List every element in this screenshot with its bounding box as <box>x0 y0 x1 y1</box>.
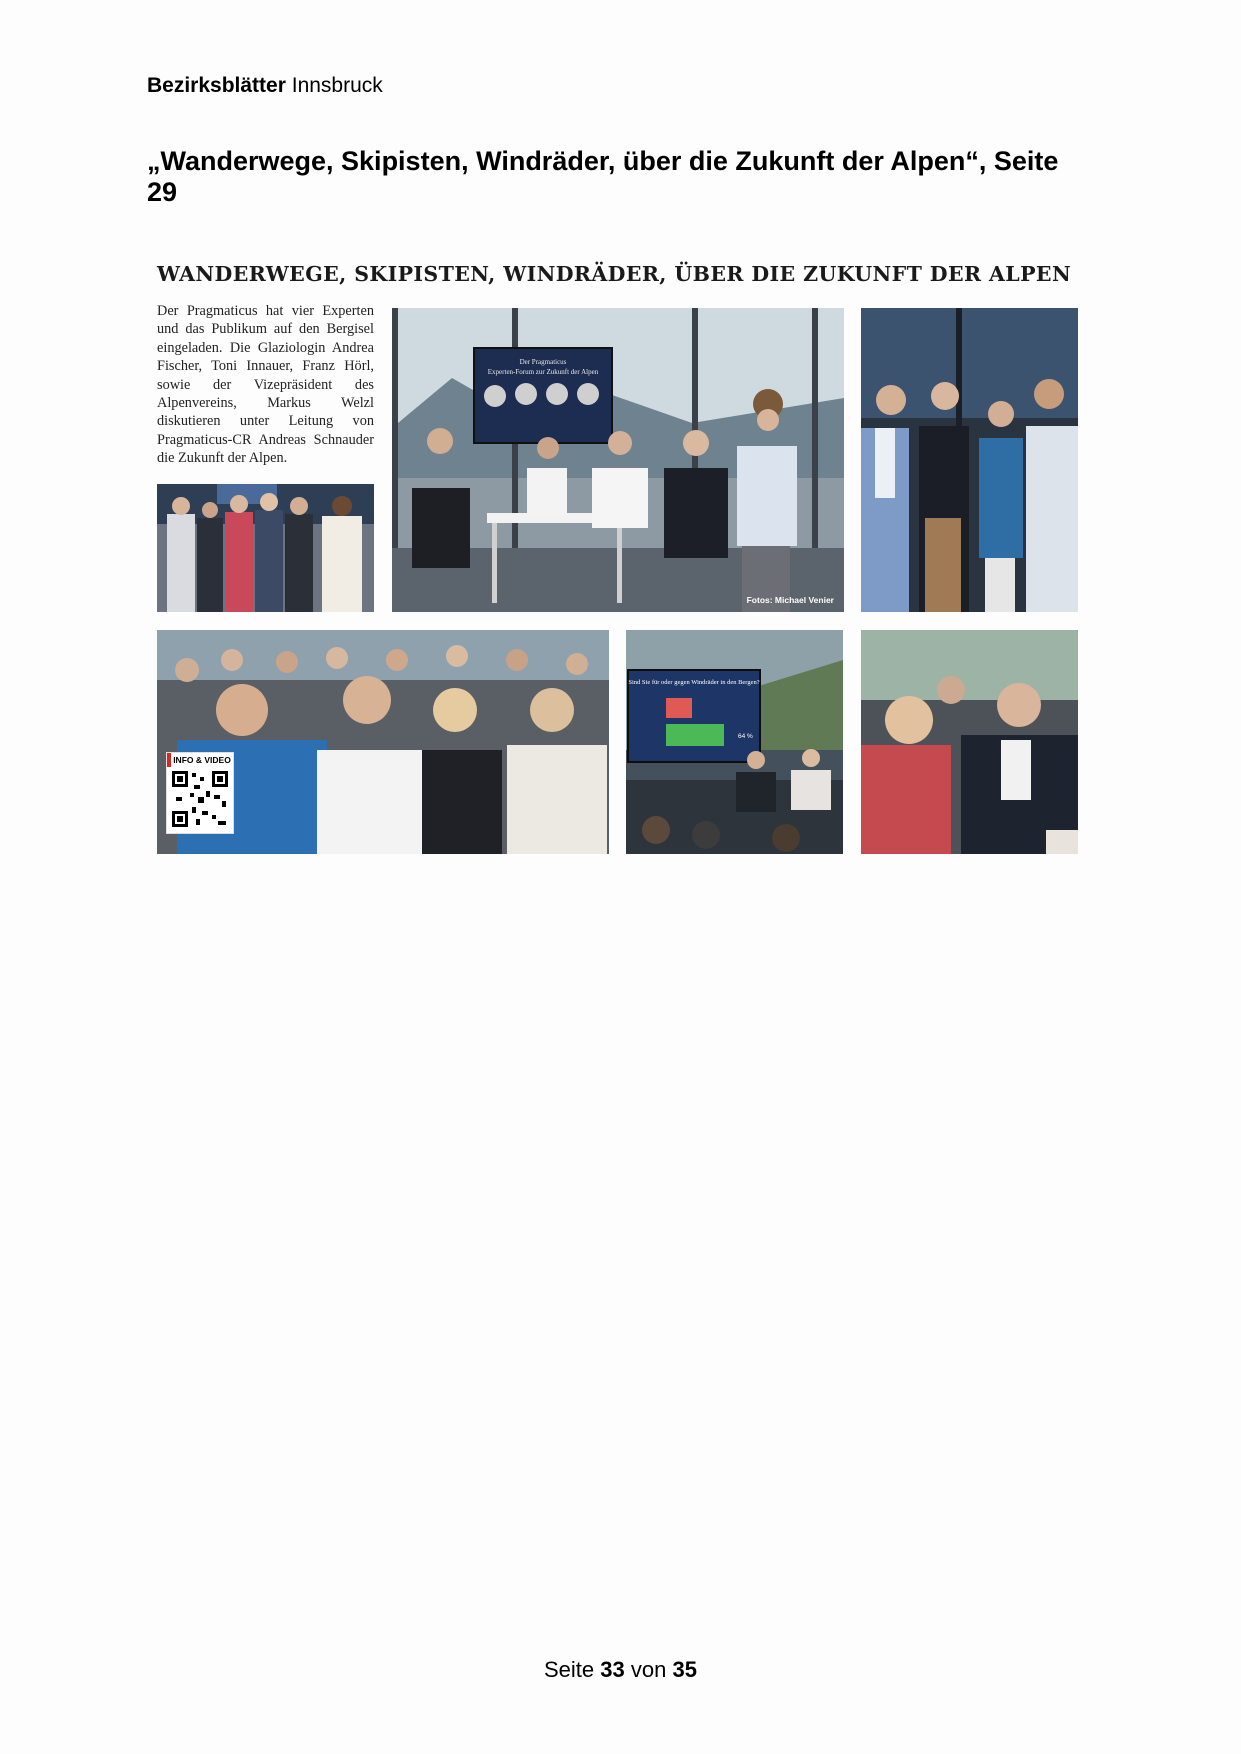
qr-label: INFO & VIDEO <box>167 753 233 767</box>
clipping-intro-text: Der Pragmaticus hat vier Experten und das Publikum auf den Bergisel eingeladen. Die Glaziologin Andrea Fischer, Toni Innauer, Franz Hörl, sowie der Vizepräsident des Alpenvereins, Markus Welzl diskutieren unter Leitung von Pragmaticus-CR Andreas Schnauder die Zukunft der Alpen. <box>157 303 374 467</box>
article-title: „Wanderwege, Skipisten, Windräder, über die Zukunft der Alpen“, Seite 29 <box>147 146 1059 207</box>
header-region: Innsbruck <box>291 74 383 97</box>
poll-value: 64 % <box>738 733 753 740</box>
photo-poll-screen <box>626 630 843 854</box>
photo-audience-applause <box>157 630 609 854</box>
newspaper-clipping <box>157 258 1078 854</box>
clipping-headline: WANDERWEGE, SKIPISTEN, WINDRÄDER, ÜBER DIE ZUKUNFT DER ALPEN <box>157 262 1072 286</box>
page-footer <box>0 1657 1241 1683</box>
photo-credit: Fotos: Michael Venier <box>746 595 834 605</box>
qr-code[interactable] <box>166 752 234 834</box>
document-header <box>147 74 383 98</box>
footer-page-number: 33 <box>600 1657 625 1682</box>
poll-question: Sind Sie für oder gegen Windräder in den Bergen? <box>628 679 760 686</box>
photo-speakers-portrait <box>861 308 1078 612</box>
photo-guests-group <box>157 484 374 612</box>
qr-code-icon <box>172 771 228 827</box>
footer-prefix: Seite <box>544 1657 595 1682</box>
photo-panel-discussion <box>392 308 844 612</box>
photo-audience-front-row <box>861 630 1078 854</box>
footer-page-total: 35 <box>672 1657 697 1682</box>
header-brand: Bezirksblätter <box>147 74 286 97</box>
screen-title-2: Experten-Forum zur Zukunft der Alpen <box>487 368 599 376</box>
screen-title-1: Der Pragmaticus <box>519 358 567 366</box>
footer-middle: von <box>630 1657 667 1682</box>
